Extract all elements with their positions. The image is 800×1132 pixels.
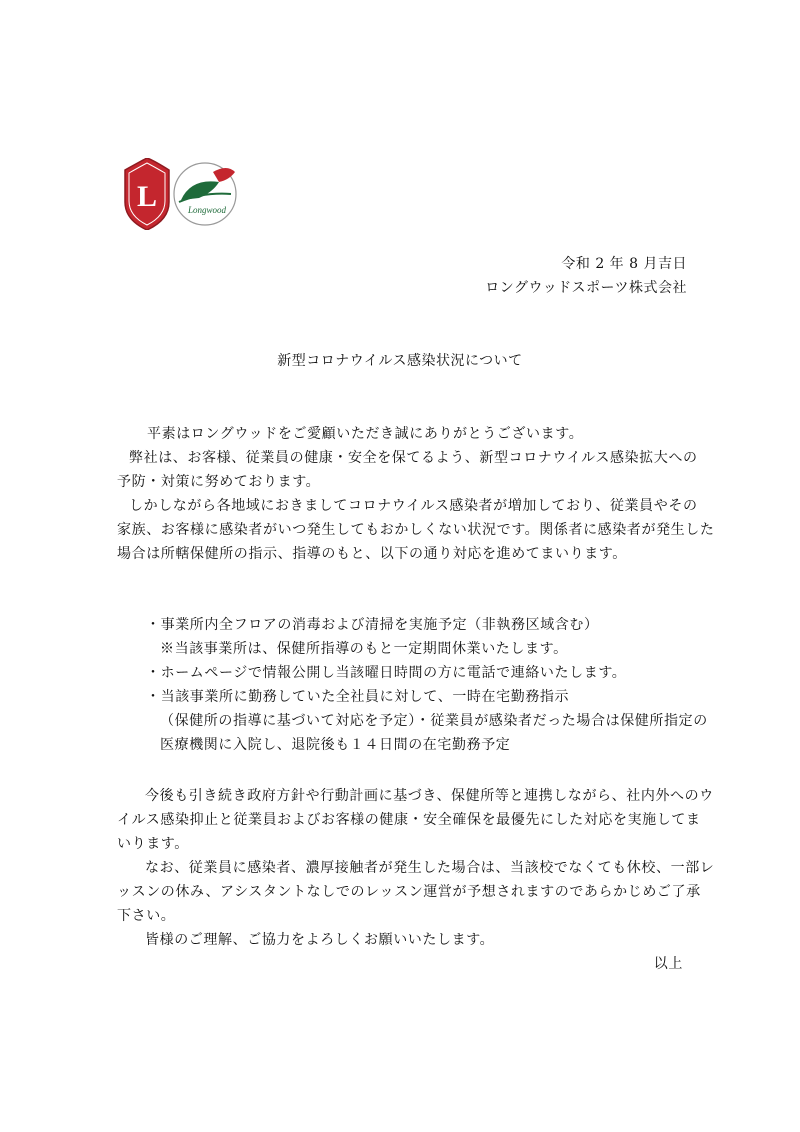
intro-line: 家族、お客様に感染者がいつ発生してもおかしくない状況です。関係者に感染者が発生した — [117, 522, 715, 538]
closing-line: 皆様のご理解、ご協力をよろしくお願いいたします。 — [145, 932, 495, 948]
intro-line: 場合は所轄保健所の指示、指導のもと、以下の通り対応を進めてまいります。 — [117, 546, 627, 562]
logo-script-text: Longwood — [187, 205, 227, 215]
closing-line: 今後も引き続き政府方針や行動計画に基づき、保健所等と連携しながら、社内外へのウ — [145, 788, 714, 804]
issue-date: 令和 2 年 8 月吉日 — [561, 256, 687, 272]
bullet-continuation: （保健所の指導に基づいて対応を予定）・従業員が感染者だった場合は保健所指定の — [160, 713, 708, 729]
bullet-item: ・当該事業所に勤務していた全社員に対して、一時在宅勤務指示 — [146, 689, 570, 705]
closing-line: なお、従業員に感染者、濃厚接触者が発生した場合は、当該校でなくても休校、一部レ — [145, 860, 715, 876]
shield-letter: L — [136, 180, 158, 213]
closing-line: ッスンの休み、アシスタントなしでのレッスン運営が予想されますのであらかじめご了承 — [117, 884, 701, 900]
document-title: 新型コロナウイルス感染状況について — [277, 353, 523, 369]
bullet-item: ・事業所内全フロアの消毒および清掃を実施予定（非執務区域含む） — [146, 617, 599, 633]
intro-line: 弊社は、お客様、従業員の健康・安全を保てるよう、新型コロナウイルス感染拡大への — [129, 450, 698, 466]
logo-graphic — [123, 158, 238, 230]
closing-line: イルス感染抑止と従業員およびお客様の健康・安全確保を最優先にした対応を実施してま — [117, 812, 701, 828]
bullet-note: ※当該事業所は、保健所指導のもと一定期間休業いたします。 — [160, 641, 568, 657]
intro-line: 平素はロングウッドをご愛顧いただき誠にありがとうございます。 — [147, 426, 584, 442]
intro-line: しかしながら各地域におきましてコロナウイルス感染者が増加しており、従業員やその — [129, 498, 698, 514]
end-mark: 以上 — [653, 956, 683, 972]
company-logo — [123, 158, 238, 230]
bullet-item: ・ホームページで情報公開し当該曜日時間の方に電話で連絡いたします。 — [146, 665, 627, 681]
closing-line: 下さい。 — [117, 908, 176, 924]
intro-line: 予防・対策に努めております。 — [117, 474, 321, 490]
bullet-continuation: 医療機関に入院し、退院後も１４日間の在宅勤務予定 — [160, 737, 511, 753]
closing-line: いります。 — [117, 836, 189, 852]
company-name: ロングウッドスポーツ株式会社 — [485, 280, 687, 296]
